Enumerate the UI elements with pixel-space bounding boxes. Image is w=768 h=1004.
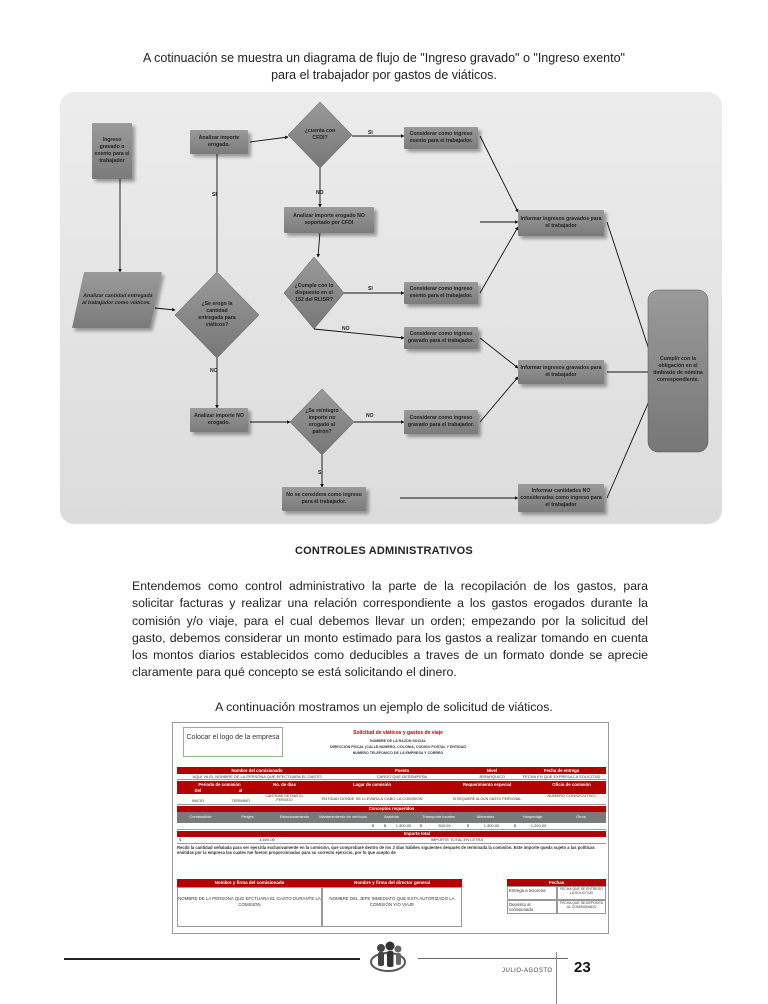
value-inicio: INICIO xyxy=(191,798,205,803)
importe-letra: IMPORTE TOTAL EN LETRA xyxy=(430,837,484,842)
firma-director: NOMBRE DEL JEFE INMEDIATO QUE ESTA AUTORIZADO LA COMISIÓN Y/O VIAJE xyxy=(322,887,462,927)
footer-rule-left xyxy=(64,958,360,960)
node-exento-2: Considerar como ingreso exento para el trabajador. xyxy=(404,282,478,304)
header-lugar: Lugar de comisión xyxy=(352,782,392,787)
header-fechas: Fechas xyxy=(507,879,606,886)
label-no-rlisr: NO xyxy=(342,326,350,332)
section-paragraph: Entendemos como control administrativo la parte de la recopilación de los gastos, para solicitar facturas y realizar una relación correspondiente a los gastos erogados durante la comisión y/o viaje, para el cual debemos llevar un orden; empezando por la solicitud del gasto, debemos considerar un monto estimado para los gastos a realizar tomando en cuenta los montos diarios establecidos como deducibles a traves de un formato donde se aprecie claramente para qué concepto se está solicitando el dinero. xyxy=(132,579,648,680)
header-oficio: Oficio de comisión xyxy=(552,782,591,787)
value-lugar: ENTIDAD DONDE SE LLEVARA A CABO LA COMISION xyxy=(321,796,423,801)
label-no-erogo: NO xyxy=(210,368,218,374)
concepto-8: Otros xyxy=(576,814,586,820)
form-company-phone: NUMERO TELEFONICO DE LA EMPRESA Y CORREO xyxy=(352,751,444,755)
publisher-logo-icon xyxy=(364,938,412,978)
label-si-erogo: SI xyxy=(212,192,217,198)
header-del: Del xyxy=(194,788,202,793)
node-decision-rlisr: ¿Cumple con lo dispuesto en el 152 del RLISR? xyxy=(294,282,334,303)
monto-4: 800.00 xyxy=(438,823,451,828)
node-decision-reintegro: ¿Se reintegro importe no erogado al patrón? xyxy=(305,408,339,435)
value-deposito-comisionado: FECHA QUE SE DEPOSITA AL COMISIONADO xyxy=(557,900,606,914)
header-firma-director: Nombre y firma del director general xyxy=(322,879,462,887)
footer-rule-right xyxy=(418,958,568,959)
value-comisionado: AQUI VA EL NOMBRE DE LA PERSONA QUE EFECTUARA EL GASTO xyxy=(192,774,322,779)
header-nivel: Nivel xyxy=(486,768,498,773)
value-nivel: JERARQUICO xyxy=(478,774,506,779)
header-fecha-entrega: Fecha de entrega xyxy=(543,768,580,773)
node-gravado-2: Considerar como ingreso gravado para el trabajador. xyxy=(404,410,478,434)
value-dias: CANTIDAD DE DIAS EL PERIODO xyxy=(265,794,304,802)
monto-5: $ xyxy=(466,823,470,828)
header-al: al xyxy=(238,788,243,793)
intro-line-1: A cotinuación se muestra un diagrama de flujo de "Ingreso gravado" o "Ingreso exento" xyxy=(143,51,625,65)
concepto-2: Estacionamiento xyxy=(279,814,310,820)
node-informar-cantidades: Informar cantidades NO consideradas como ingreso para el trabajador xyxy=(518,484,604,512)
footer-vertical-rule xyxy=(556,952,557,1004)
form-conceptos-row xyxy=(177,812,606,823)
form-montos-row xyxy=(177,823,606,830)
header-requerimiento: Requerimiento especial xyxy=(462,782,512,787)
viaticos-form xyxy=(172,722,609,934)
form-company-address: DIRECCION FISCAL (CALLE,NUMERO, COLONIA, CODIGO POSTAL Y ENTIDAD xyxy=(330,745,466,749)
footer-issue: JULIO-AGOSTO xyxy=(502,968,553,974)
concepto-4: Autobús xyxy=(384,814,399,820)
form-header-row-2 xyxy=(177,781,606,788)
form-row-2-values xyxy=(177,794,606,805)
concepto-6: Alimentos xyxy=(476,814,495,820)
label-deposito-comisionado: Depósito al comisionado xyxy=(507,900,557,914)
header-comisionado: Nombre del comisionado xyxy=(231,768,283,773)
monto-2: 1,300.00 xyxy=(395,823,412,828)
header-firma-comisionado: Nombre y firma del comisionado xyxy=(177,879,322,887)
concepto-1: Peajes xyxy=(241,814,254,820)
form-header-row-1 xyxy=(177,767,606,774)
node-no-cfdi: Analizar importe erogado NO soportado por CFDI xyxy=(284,207,374,233)
node-analizar-cantidad: Analizar cantidad entregada al trabajador como viáticos. xyxy=(72,272,162,328)
label-si-cfdi: SI xyxy=(368,130,373,136)
value-puesto: CARGO QUE DESEMPEÑA xyxy=(376,774,428,779)
monto-6: 1,300.00 xyxy=(483,823,500,828)
firma-comisionado: NOMBRE DE LA PERSONA QUE EFCTUARA EL GASTO DURANTE LA COMISION xyxy=(177,887,322,927)
label-si-rlisr: SI xyxy=(368,286,373,292)
node-informar-1: Informar ingresos gravados para el trabajador xyxy=(518,210,604,236)
value-entrega-tesoreria: FECHA QUE SE ENTREGO LA SOLICITUD xyxy=(557,886,606,900)
flowchart-connectors xyxy=(60,92,722,524)
label-no-reintegro: NO xyxy=(366,413,374,419)
value-termino: TERMINO xyxy=(231,798,250,803)
node-exento-1: Considerar como ingreso exento para el trabajador. xyxy=(404,127,478,149)
header-periodo: Periodo de comisión xyxy=(198,782,241,787)
concepto-7: Hospedaje xyxy=(522,814,543,820)
importe-total: 4,600.00 xyxy=(259,837,275,842)
node-no-gravado: No se considera como ingreso para el trabajador. xyxy=(282,487,366,511)
intro-line-2: para el trabajador por gastos de viáticos. xyxy=(271,68,497,82)
node-decision-erogo: ¿Se erogo la cantidad entregada para viáticos? xyxy=(198,301,236,328)
form-terms: Recibí la cantidad señalada para ser ejercida exclusivamente en la comisión, que comprobaré dentro de los 3 días hábiles siguientes después de terminada la comisión. Este importe queda sujeto a las políticas emitidas por la empresa las cuales me fueron proporcionadas para su correcto ejercicio, por lo que acepto de xyxy=(177,845,595,856)
importe-dollar: $ xyxy=(179,837,182,842)
node-start: Ingreso gravado o exento para el trabajador xyxy=(92,123,132,179)
node-decision-cfdi: ¿cuenta con CFDI? xyxy=(304,128,336,141)
form-logo-placeholder: Colocar el logo de la empresa xyxy=(183,727,283,757)
value-fecha-entrega: FECHA EN QUE EXPRESA LA SOLICITUD xyxy=(522,774,601,779)
node-informar-2: Informar ingresos gravados para el trabajador xyxy=(518,360,604,384)
monto-8: 1,200.00 xyxy=(530,823,547,828)
value-oficio: NUMERO CONSECUTIVO xyxy=(547,793,596,798)
node-cumplir: Cumplir con la obligación en el timbrado de nómina correspondiente. xyxy=(653,356,703,383)
section-paragraph-2: A continuación mostramos un ejemplo de solicitud de viáticos. xyxy=(215,700,553,714)
header-puesto: Puesto xyxy=(394,768,410,773)
form-company-name: NOMBRE DE LA RAZON SOCIAL xyxy=(370,739,426,743)
node-analizar-erogado: Analizar importe erogado. xyxy=(190,130,248,154)
node-gravado-1: Considerar como ingreso gravado para el trabajador. xyxy=(404,327,478,349)
label-no-cfdi: NO xyxy=(316,190,324,196)
monto-1: $ xyxy=(383,823,387,828)
concepto-3: Mantenimiento de vehículo xyxy=(319,814,367,820)
label-entrega-tesoreria: Entrega a tesoreria xyxy=(507,886,557,900)
label-si-reintegro: SI xyxy=(318,470,323,476)
form-title: Solicitud de viáticos y gastos de viaje xyxy=(353,730,443,736)
header-dias: No. de días xyxy=(273,782,296,787)
concepto-5: Transporte locales xyxy=(422,814,455,820)
node-analizar-no-erogado: Analizar importe NO erogado. xyxy=(190,408,248,432)
monto-3: $ xyxy=(419,823,423,828)
page-number: 23 xyxy=(574,959,591,976)
form-row-1-values xyxy=(177,774,606,780)
concepto-0: Combustible xyxy=(189,814,212,820)
value-requerimiento: SI REQUIERE ALGUN GASTO PERSONAL xyxy=(452,797,522,801)
intro-text xyxy=(0,50,768,84)
section-title: CONTROLES ADMINISTRATIVOS xyxy=(295,545,473,557)
monto-7: $ xyxy=(513,823,517,828)
form-importe-row xyxy=(177,837,606,844)
monto-0: $ xyxy=(371,823,375,828)
header-conceptos: Conceptos requeridos xyxy=(368,806,415,811)
header-importe: Importe total xyxy=(403,831,431,836)
